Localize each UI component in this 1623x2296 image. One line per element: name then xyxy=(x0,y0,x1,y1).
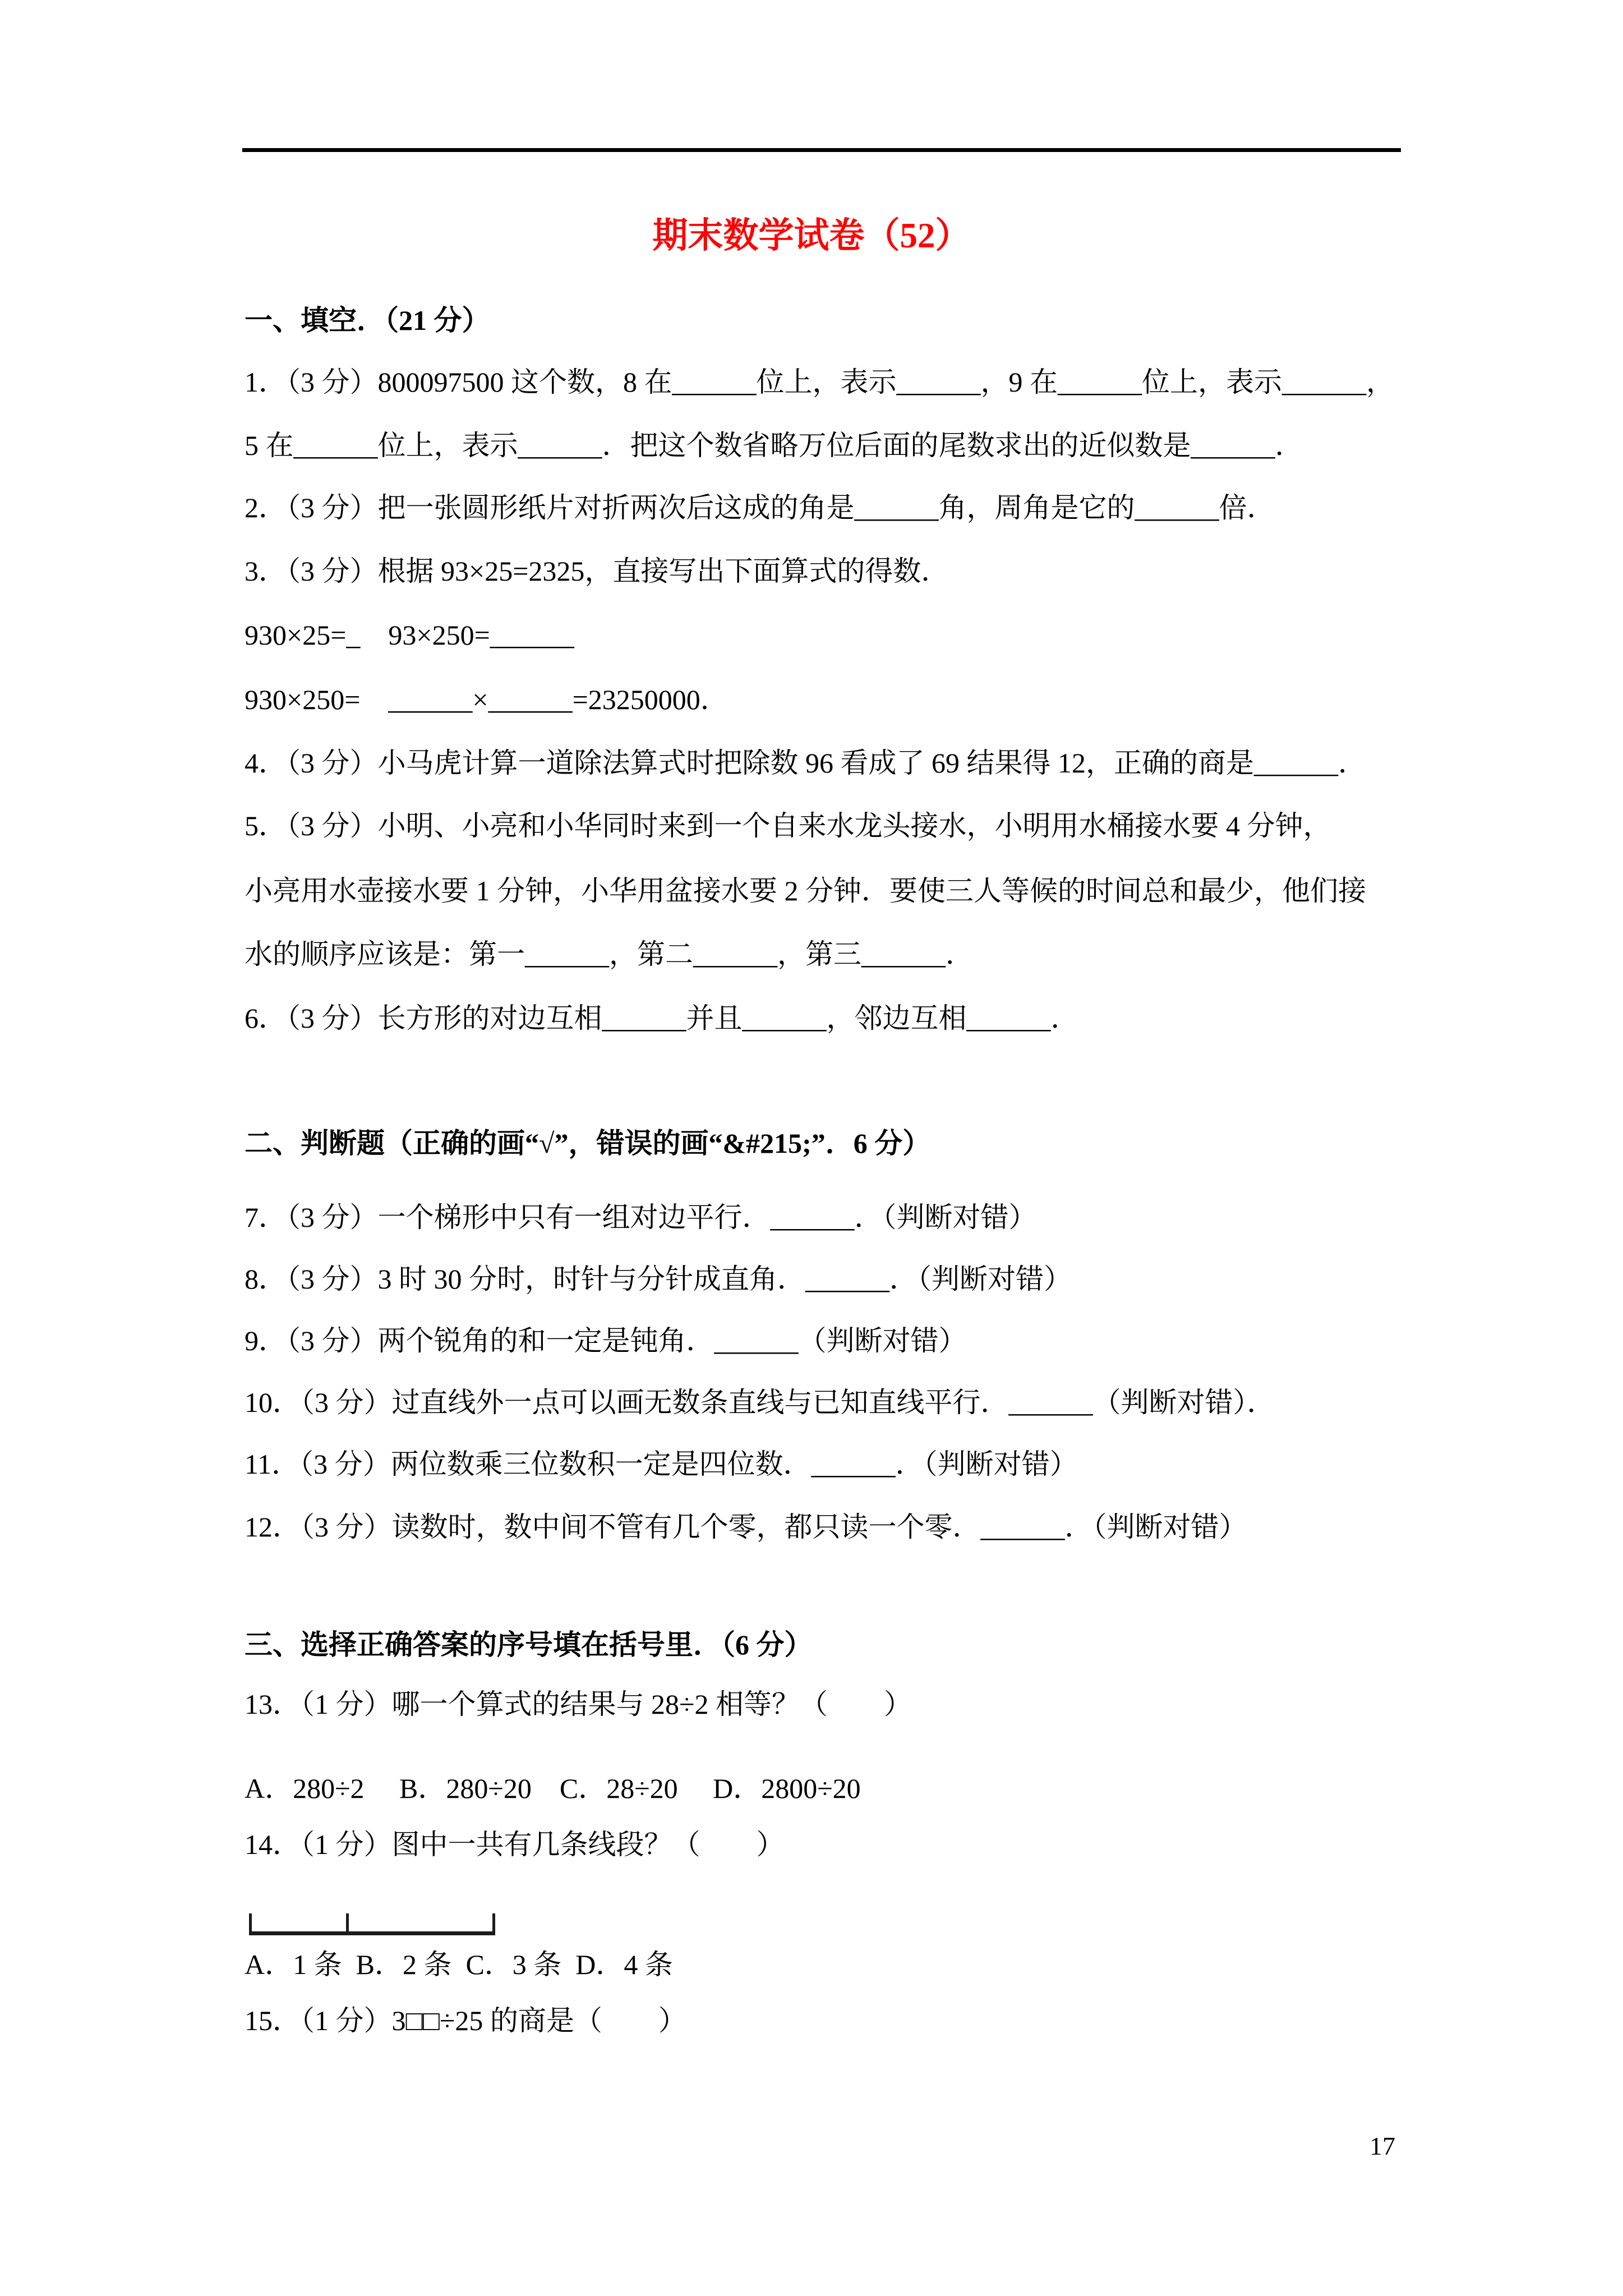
question-4-line: 4．（3 分）小马虎计算一道除法算式时把除数 96 看成了 69 结果得 12，正确的商是______． xyxy=(245,747,1366,779)
line-segment-figure xyxy=(249,1913,495,1935)
question-9-line: 9．（3 分）两个锐角的和一定是钝角．______（判断对错） xyxy=(245,1325,967,1356)
segment-tick-middle xyxy=(346,1913,349,1931)
question-3-calc-1: 930×25=_ 93×250=______ xyxy=(245,619,574,651)
question-1-line-2: 5 在______位上，表示______．把这个数省略万位后面的尾数求出的近似数是______． xyxy=(245,430,1303,461)
segment-tick-right xyxy=(492,1913,495,1931)
question-10-line: 10．（3 分）过直线外一点可以画无数条直线与已知直线平行．______（判断对错）． xyxy=(245,1387,1275,1418)
question-6-line: 6．（3 分）长方形的对边互相______并且______，邻边互相______． xyxy=(245,1002,1079,1034)
header-rule xyxy=(242,148,1401,152)
section-1-heading: 一、填空．（21 分） xyxy=(245,305,490,336)
question-2-line: 2．（3 分）把一张圆形纸片对折两次后这成的角是______角，周角是它的______倍． xyxy=(245,492,1275,523)
question-14-options: A．1 条 B．2 条 C．3 条 D．4 条 xyxy=(245,1949,673,1980)
question-3-line: 3．（3 分）根据 93×25=2325，直接写出下面算式的得数． xyxy=(245,555,949,587)
question-5-line-3: 水的顺序应该是：第一______，第二______，第三______． xyxy=(245,938,974,970)
question-7-line: 7．（3 分）一个梯形中只有一组对边平行．______．（判断对错） xyxy=(245,1202,1037,1233)
question-3-calc-2: 930×250= ______×______=23250000． xyxy=(245,684,728,715)
question-15-line: 15．（1 分）3□□÷25 的商是（ ） xyxy=(245,2005,686,2036)
section-2-heading: 二、判断题（正确的画“√”，错误的画“&#215;”．6 分） xyxy=(245,1128,931,1159)
segment-tick-left xyxy=(249,1913,252,1931)
question-8-line: 8．（3 分）3 时 30 分时，时针与分针成直角．______．（判断对错） xyxy=(245,1263,1072,1295)
page-title: 期末数学试卷（52） xyxy=(652,216,971,255)
question-14-line: 14．（1 分）图中一共有几条线段？（ ） xyxy=(245,1829,785,1860)
section-3-heading: 三、选择正确答案的序号填在括号里．（6 分） xyxy=(245,1629,813,1660)
question-5-line-2: 小亮用水壶接水要 1 分钟，小华用盆接水要 2 分钟．要使三人等候的时间总和最少，他们接 xyxy=(245,875,1366,907)
question-5-line-1: 5．（3 分）小明、小亮和小华同时来到一个自来水龙头接水，小明用水桶接水要 4 分钟， xyxy=(245,810,1331,841)
page-number: 17 xyxy=(1370,2132,1395,2160)
question-11-line: 11．（3 分）两位数乘三位数积一定是四位数．______．（判断对错） xyxy=(245,1448,1078,1480)
question-1-line-1: 1．（3 分）800097500 这个数，8 在______位上，表示______，9 在______位上，表示______， xyxy=(245,366,1394,398)
question-13-line: 13．（1 分）哪一个算式的结果与 28÷2 相等？（ ） xyxy=(245,1688,912,1720)
question-12-line: 12．（3 分）读数时，数中间不管有几个零，都只读一个零．______．（判断对错） xyxy=(245,1511,1247,1543)
question-13-options: A．280÷2 B．280÷20 C．28÷20 D．2800÷20 xyxy=(245,1773,861,1804)
